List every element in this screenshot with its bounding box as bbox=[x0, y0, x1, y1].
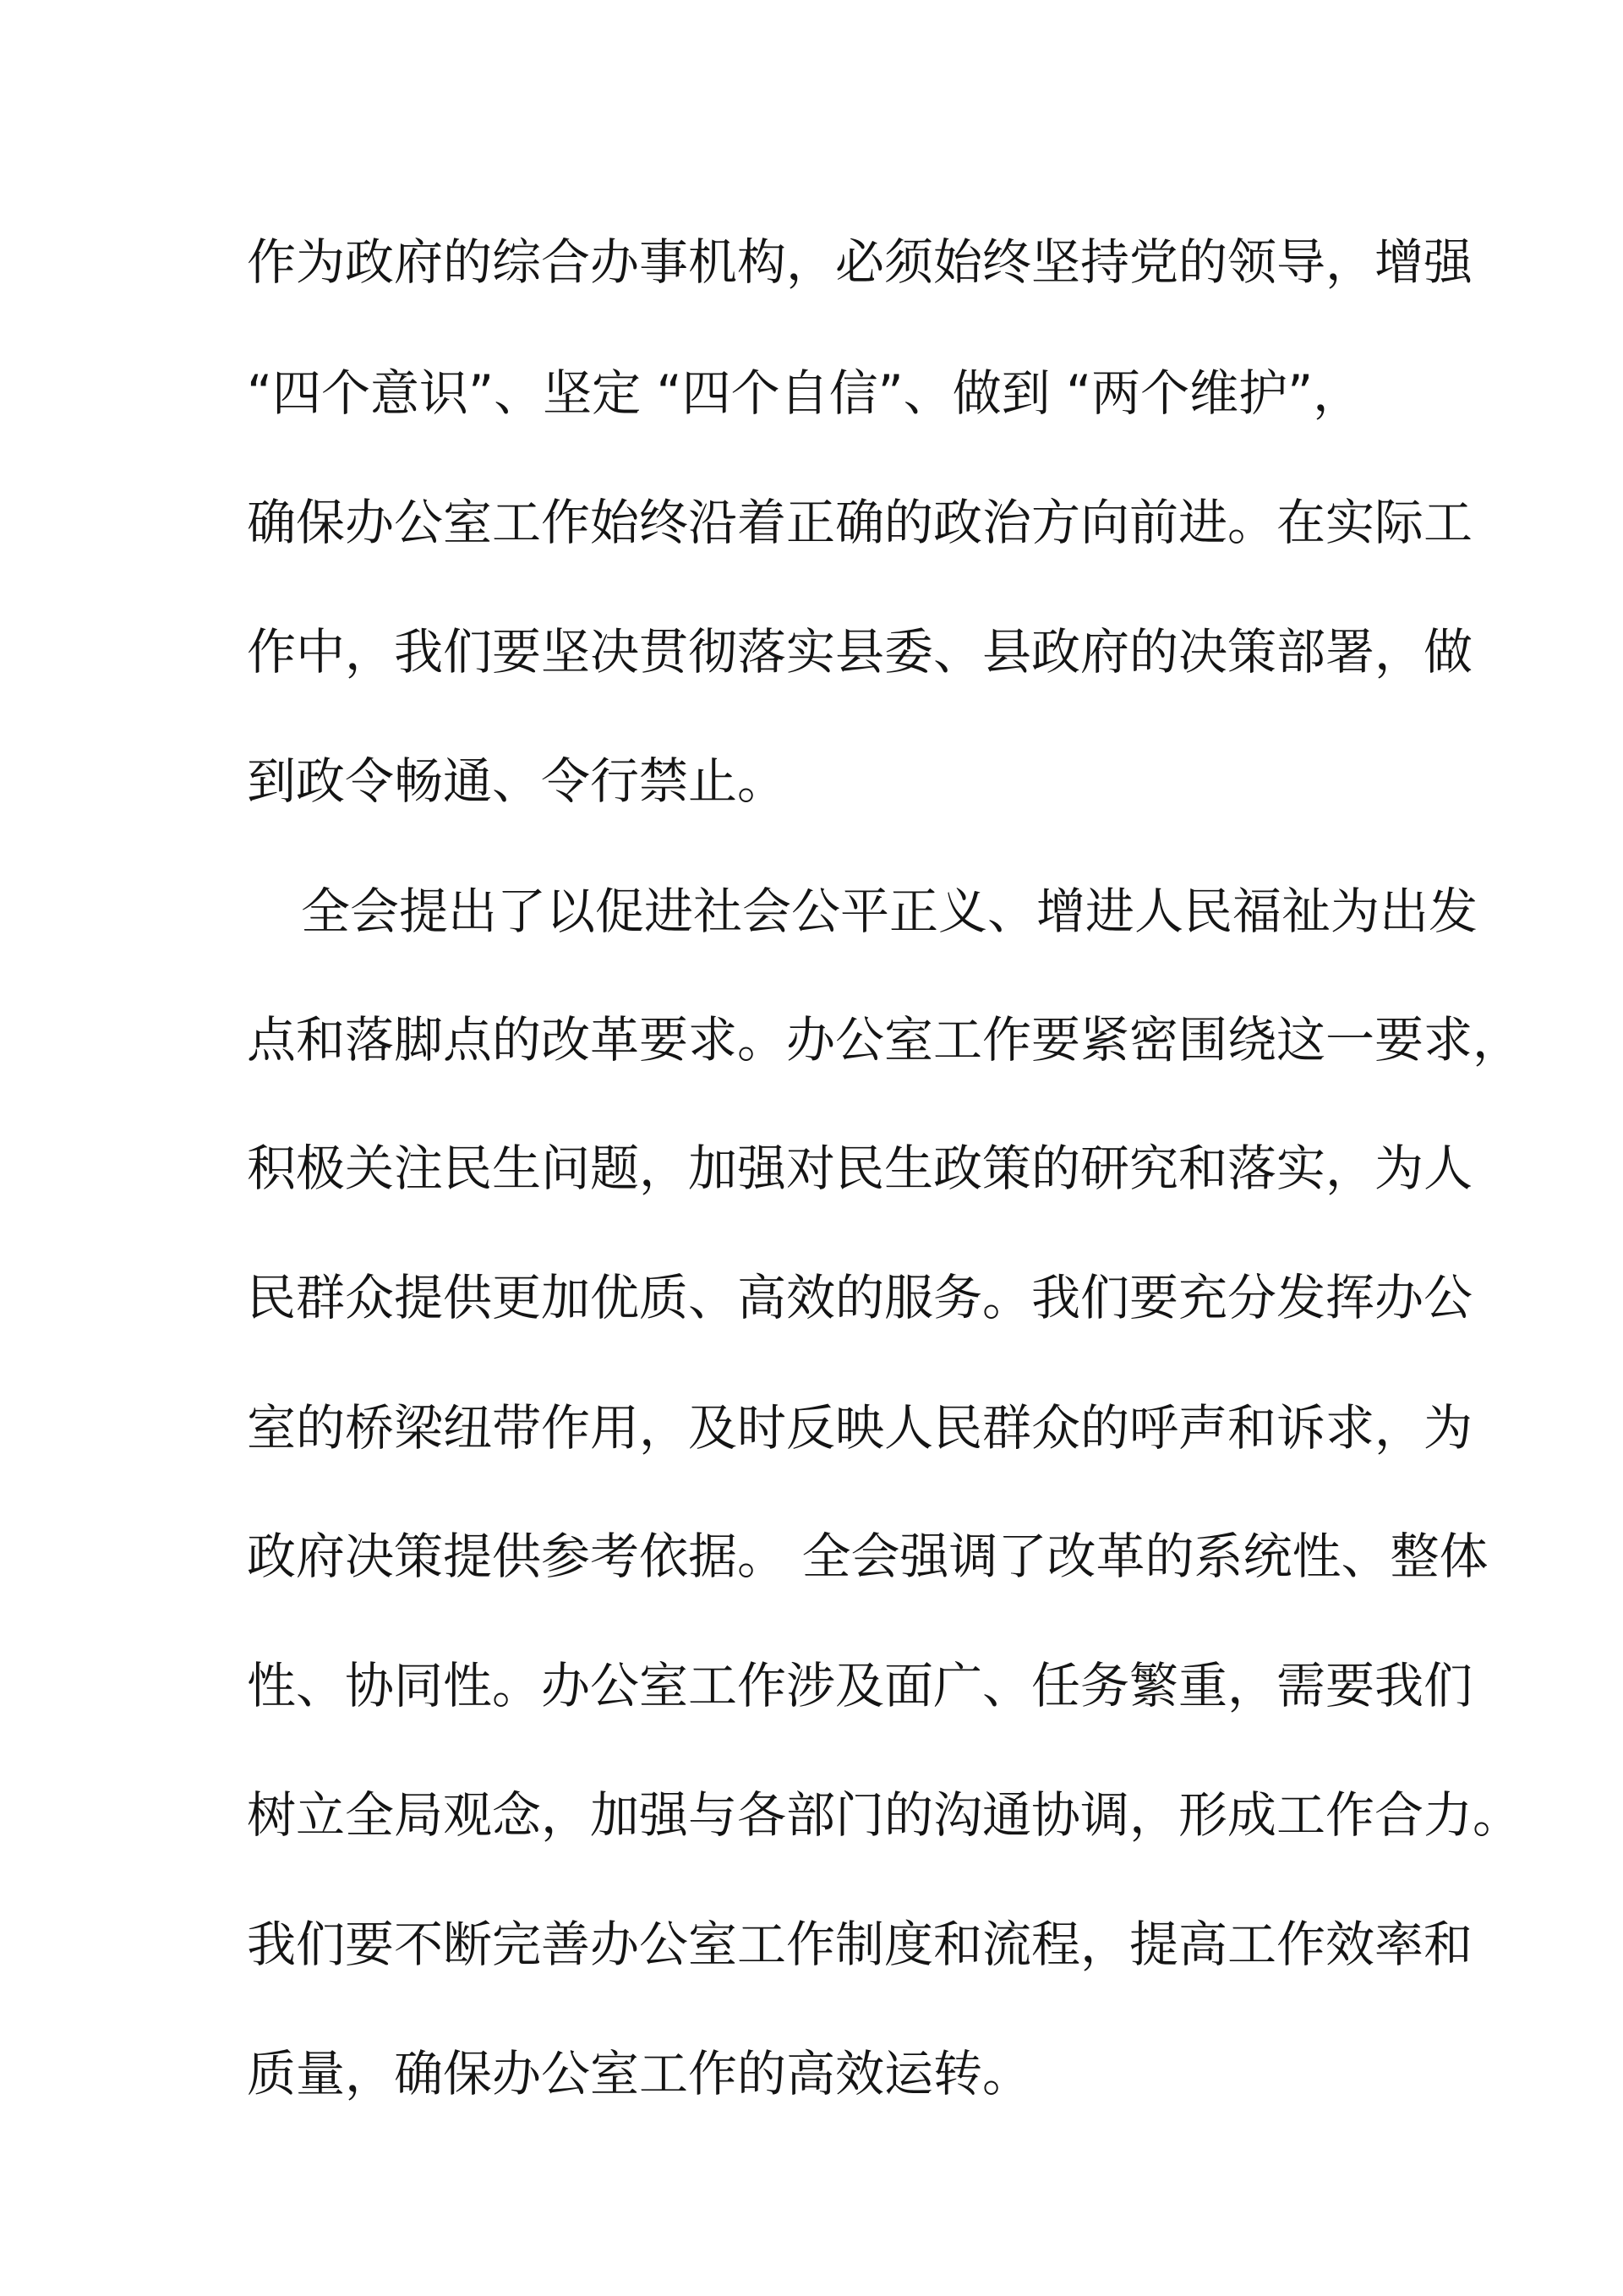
text-line-2: “四个意识”、坚定 “四个自信”、做到 “两个维护”， bbox=[247, 364, 1363, 422]
text-line-7: 点和落脚点的改革要求。办公室工作要紧密围绕这一要求， bbox=[247, 1011, 1522, 1069]
text-line-1: 作为政府的综合办事机构，必须始终坚持党的领导，增强 bbox=[247, 233, 1473, 291]
text-line-8: 积极关注民生问题，加强对民生政策的研究和落实，为人 bbox=[247, 1140, 1473, 1197]
text-line-15: 质量，确保办公室工作的高效运转。 bbox=[247, 2045, 1032, 2102]
text-line-6: 全会提出了以促进社会公平正义、增进人民福祉为出发 bbox=[301, 883, 1478, 940]
text-line-12: 性、协同性。办公室工作涉及面广、任务繁重，需要我们 bbox=[247, 1657, 1473, 1714]
text-line-14: 我们要不断完善办公室工作制度和流程，提高工作效率和 bbox=[247, 1916, 1473, 1973]
text-line-11: 政府决策提供参考依据。 全会强调了改革的系统性、整体 bbox=[247, 1528, 1489, 1585]
text-line-9: 民群众提供更加优质、高效的服务。我们要充分发挥办公 bbox=[247, 1269, 1473, 1326]
text-line-3: 确保办公室工作始终沿着正确的政治方向前进。在实际工 bbox=[247, 494, 1473, 551]
text-line-10: 室的桥梁纽带作用，及时反映人民群众的呼声和诉求，为 bbox=[247, 1399, 1473, 1457]
text-line-5: 到政令畅通、令行禁止。 bbox=[247, 752, 787, 810]
text-line-13: 树立全局观念，加强与各部门的沟通协调，形成工作合力。 bbox=[247, 1786, 1522, 1844]
text-line-4: 作中，我们要坚决贯彻落实县委、县政府的决策部署，做 bbox=[247, 623, 1473, 681]
